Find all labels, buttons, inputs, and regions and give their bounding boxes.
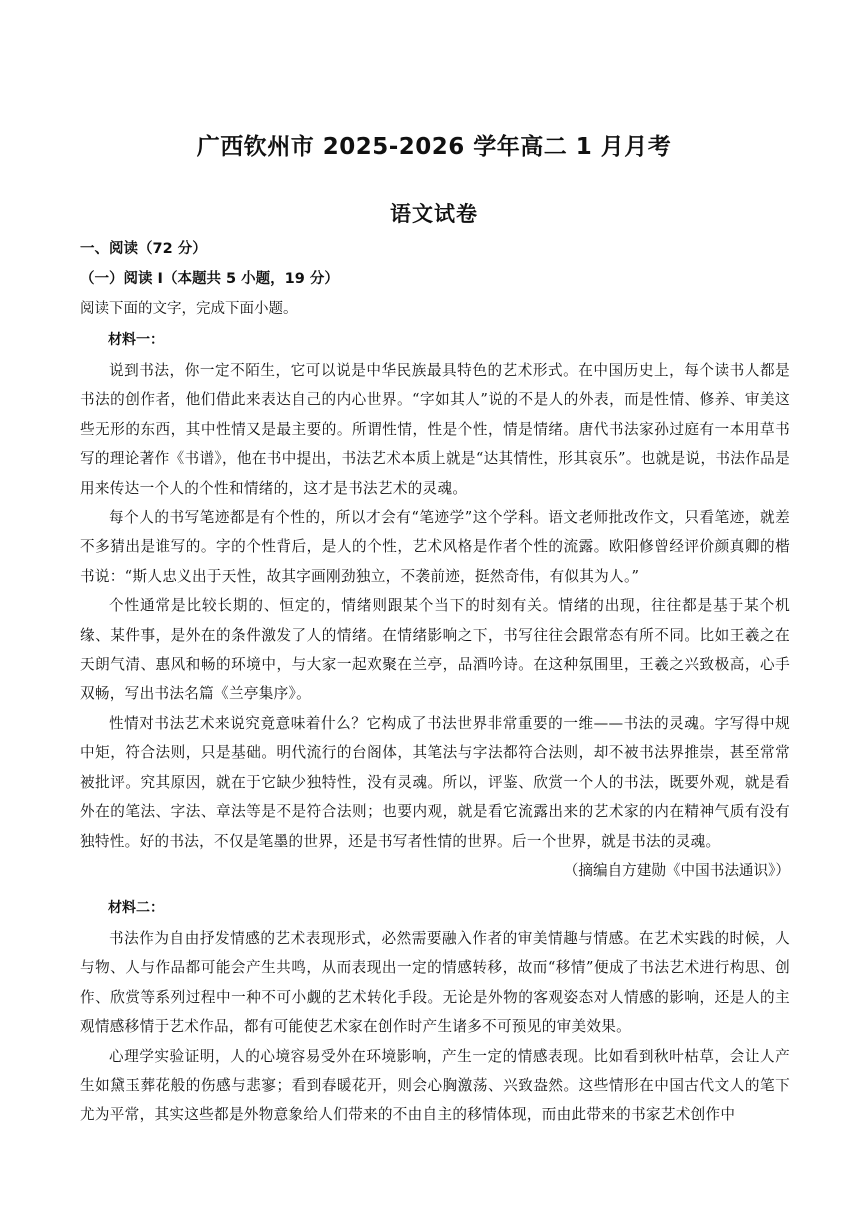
section-heading: 一、阅读（72 分） <box>80 241 207 257</box>
material-1-paragraph: 性情对书法艺术来说究竟意味着什么？它构成了书法世界非常重要的一维——书法的灵魂。字写得中规中矩，符合法则，只是基础。明代流行的台阁体，其笔法与字法都符合法则，却不被书法界推崇，甚至常常被批评。究其原因，就在于它缺少独特性，没有灵魂。所以，评鉴、欣赏一个人的书法，既要外观，就是看外在的笔法、字法、章法等是不是符合法则；也要内观，就是看它流露出来的艺术家的内在精神气质有没有独特性。好的书法，不仅是笔墨的世界，还是书写者性情的世界。后一个世界，就是书法的灵魂。 <box>80 714 790 850</box>
material-2-paragraph: 心理学实验证明，人的心境容易受外在环境影响，产生一定的情感表现。比如看到秋叶枯草，会让人产生如黛玉葬花般的伤感与悲寥；看到春暖花开，则会心胸激荡、兴致盎然。这些情形在中国古代文人的笔下尤为平常，其实这些都是外物意象给人们带来的不由自主的移情体现，而由此带来的书家艺术创作中 <box>80 1047 790 1124</box>
material-2-label: 材料二： <box>108 899 164 916</box>
exam-title: 广西钦州市 2025-2026 学年高二 1 月月考 <box>196 134 672 160</box>
part-heading: （一）阅读 I（本题共 5 小题，19 分） <box>80 271 339 287</box>
material-1-source: （摘编自方建勋《中国书法通识》） <box>563 861 790 879</box>
reading-instruction: 阅读下面的文字，完成下面小题。 <box>80 301 298 317</box>
exam-content <box>80 234 790 1130</box>
material-1-paragraph: 每个人的书写笔迹都是有个性的，所以才会有“笔迹学”这个学科。语文老师批改作文，只看笔迹，就差不多猜出是谁写的。字的个性背后，是人的个性，艺术风格是作者个性的流露。欧阳修曾经评价颜真卿的楷书说：“斯人忠义出于天性，故其字画刚劲独立，不袭前迹，挺然奇伟，有似其为人。” <box>80 509 790 585</box>
material-1-label: 材料一： <box>108 332 164 348</box>
material-1-paragraph: 说到书法，你一定不陌生，它可以说是中华民族最具特色的艺术形式。在中国历史上，每个读书人都是书法的创作者，他们借此来表达自己的内心世界。“字如其人”说的不是人的外表，而是性情、修养、审美这些无形的东西，其中性情又是最主要的。所谓性情，性是个性，情是情绪。唐代书法家孙过庭有一本用草书写的理论著作《书谱》，他在书中提出，书法艺术本质上就是“达其情性，形其哀乐”。也就是说，书法作品是用来传达一个人的个性和情绪的，这才是书法艺术的灵魂。 <box>80 362 790 497</box>
material-1-paragraph: 个性通常是比较长期的、恒定的，情绪则跟某个当下的时刻有关。情绪的出现，往往都是基于某个机缘、某件事，是外在的条件激发了人的情绪。在情绪影响之下，书写往往会跟常态有所不同。比如王羲之在天朗气清、惠风和畅的环境中，与大家一起欢聚在兰亭，品酒吟诗。在这种氛围里，王羲之兴致极高，心手双畅，写出书法名篇《兰亭集序》。 <box>80 597 790 703</box>
material-2-paragraph: 书法作为自由抒发情感的艺术表现形式，必然需要融入作者的审美情趣与情感。在艺术实践的时候，人与物、人与作品都可能会产生共鸣，从而表现出一定的情感转移，故而“移情”便成了书法艺术进行构思、创作、欣赏等系列过程中一种不可小觑的艺术转化手段。无论是外物的客观姿态对人情感的影响，还是人的主观情感移情于艺术作品，都有可能使艺术家在创作时产生诸多不可预见的审美效果。 <box>80 929 790 1036</box>
exam-subtitle: 语文试卷 <box>390 202 478 226</box>
